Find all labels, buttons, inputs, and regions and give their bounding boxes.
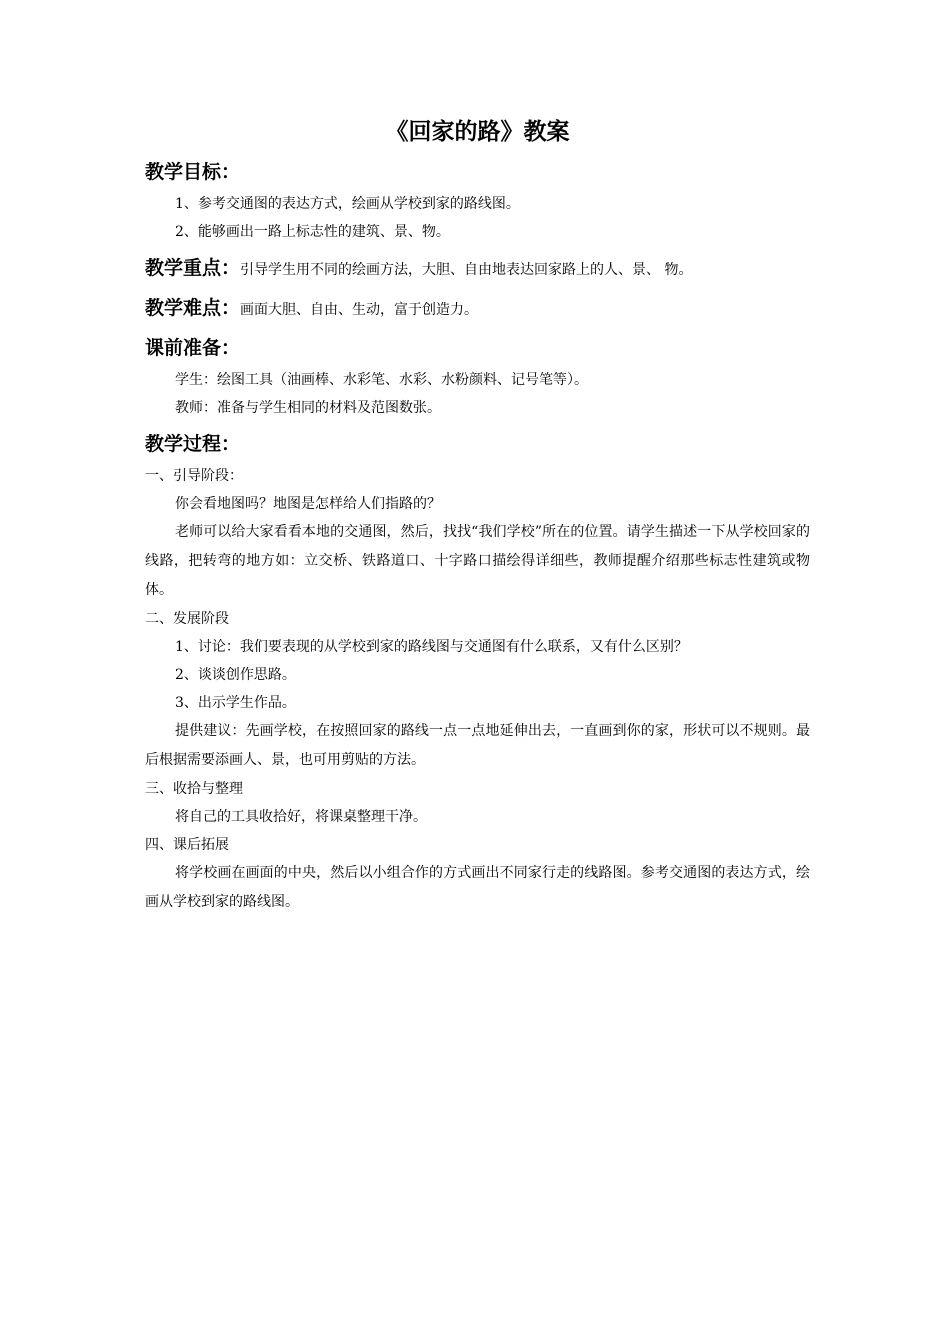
preparation-item: 教师：准备与学生相同的材料及范图数张。 [175, 400, 441, 416]
stage-paragraph: 提供建议：先画学校，在按照回家的路线一点一点地延伸出去，一直画到你的家，形状可以不规则。最后根据需要添画人、景，也可用剪贴的方法。 [145, 723, 810, 768]
objectives-heading: 教学目标： [145, 161, 241, 183]
preparation-item: 学生：绘图工具（油画棒、水彩笔、水彩、水粉颜料、记号笔等）。 [175, 372, 588, 388]
difficulty-heading: 教学难点： [145, 297, 241, 319]
stage-paragraph: 将学校画在画面的中央，然后以小组合作的方式画出不同家行走的线路图。参考交通图的表达方式，绘画从学校到家的路线图。 [145, 865, 810, 910]
stage-title: 二、发展阶段 [145, 611, 229, 627]
key-point-heading: 教学重点： [145, 257, 241, 279]
preparation-heading: 课前准备： [145, 337, 241, 359]
stage-title: 三、收拾与整理 [145, 781, 243, 797]
stage-title: 四、课后拓展 [145, 837, 229, 853]
objective-item: 2、能够画出一路上标志性的建筑、景、物。 [175, 224, 450, 240]
stage-paragraph: 1、讨论：我们要表现的从学校到家的路线图与交通图有什么联系，又有什么区别？ [175, 639, 688, 655]
key-point-row [145, 250, 810, 286]
stage-paragraph: 3、出示学生作品。 [175, 695, 296, 711]
difficulty-row [145, 290, 810, 326]
stage-paragraph: 2、谈谈创作思路。 [175, 667, 296, 683]
objective-item: 1、参考交通图的表达方式，绘画从学校到家的路线图。 [175, 196, 520, 212]
stage-paragraph: 老师可以给大家看看本地的交通图，然后，找找“我们学校”所在的位置。请学生描述一下从学校回家的线路，把转弯的地方如：立交桥、铁路道口、十字路口描绘得详细些，教师提醒介绍那些标志性建筑或物体。 [145, 524, 810, 598]
process-heading: 教学过程： [145, 433, 241, 455]
key-point-text: 引导学生用不同的绘画方法，大胆、自由地表达回家路上的人、景、 物。 [240, 262, 693, 278]
page-title: 《回家的路》教案 [385, 119, 570, 145]
document-content [145, 112, 810, 917]
difficulty-text: 画面大胆、自由、生动，富于创造力。 [240, 302, 479, 318]
stage-paragraph: 你会看地图吗？地图是怎样给人们指路的？ [175, 496, 441, 512]
stage-title: 一、引导阶段： [145, 468, 243, 484]
stage-paragraph: 将自己的工具收拾好，将课桌整理干净。 [175, 809, 427, 825]
